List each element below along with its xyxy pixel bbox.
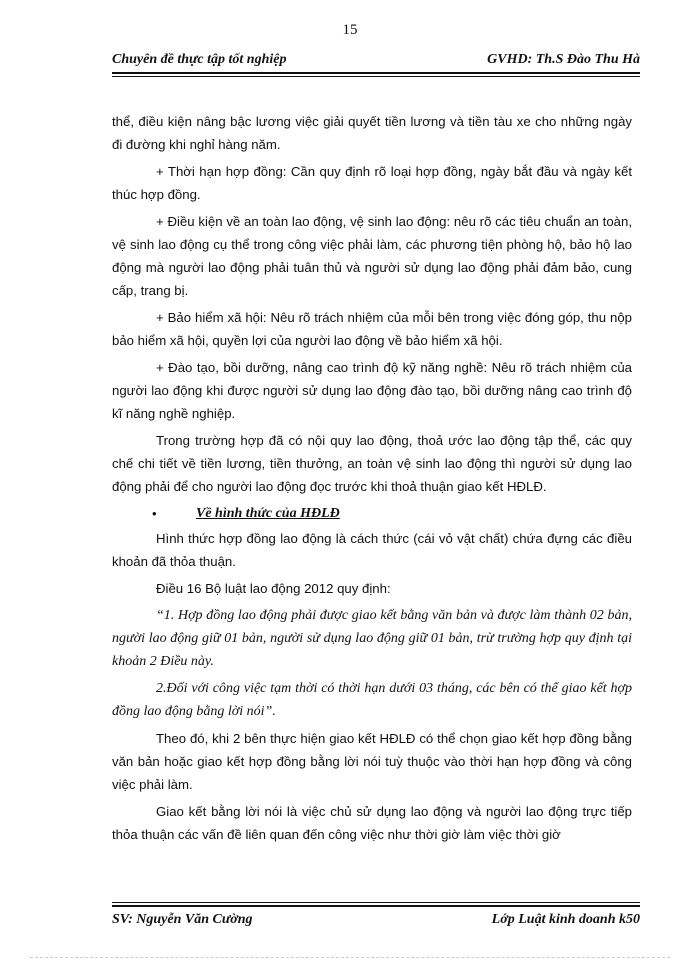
paragraph: Trong trường hợp đã có nội quy lao động, thoả ước lao động tập thể, các quy chế chi tiết về tiền lương, tiền thưởng, an toàn vệ sinh lao động thì người sử dụng lao động phải để cho người lao động đọc trước khi thoả thuận giao kết HĐLĐ. — [112, 433, 632, 494]
page-number: 15 — [342, 22, 358, 38]
paragraph: + Bảo hiểm xã hội: Nêu rõ trách nhiệm của mỗi bên trong việc đóng góp, thu nộp bảo hiểm xã hội, quyền lợi của người lao động về bảo hiểm xã hội. — [112, 310, 632, 348]
paragraph: + Đào tạo, bồi dưỡng, nâng cao trình độ kỹ năng nghề: Nêu rõ trách nhiệm của người lao động khi được người sử dụng lao động đào tạo, bồi dưỡng nâng cao trình độ kĩ năng nghề nghiệp. — [112, 360, 632, 421]
paragraph: + Điều kiện về an toàn lao động, vệ sinh lao động: nêu rõ các tiêu chuẩn an toàn, vệ sinh lao động cụ thể trong công việc phải làm, các phương tiện phòng hộ, bảo hộ lao động mà người lao động phải tuân thủ và người sử dụng lao động phải đảm bảo, cung cấp, trang bị. — [112, 214, 632, 298]
page-footer — [112, 912, 640, 932]
section-bullet — [112, 502, 632, 525]
paragraph: + Thời hạn hợp đồng: Cần quy định rõ loại hợp đồng, ngày bắt đầu và ngày kết thúc hợp đồng. — [112, 164, 632, 202]
quote-paragraph: “1. Hợp đồng lao động phải được giao kết bằng văn bản và được làm thành 02 bản, người lao động giữ 01 bản, người sử dụng lao động giữ 01 bản, trừ trường hợp quy định tại khoản 2 Điều này. — [112, 608, 632, 669]
footer-student: SV: Nguyễn Văn Cường — [112, 912, 253, 927]
paragraph: Giao kết bằng lời nói là việc chủ sử dụng lao động và người lao động trực tiếp thỏa thuận các vấn đề liên quan đến công việc như thời giờ làm việc thời giờ — [112, 804, 632, 842]
page-header — [112, 52, 640, 72]
footer-class: Lớp Luật kinh doanh k50 — [491, 912, 640, 927]
paragraph: Hình thức hợp đồng lao động là cách thức (cái vỏ vật chất) chứa đựng các điều khoản đã thỏa thuận. — [112, 531, 632, 569]
footer-rule-thin — [112, 902, 640, 903]
document-body — [112, 110, 632, 850]
header-advisor: GVHD: Th.S Đào Thu Hà — [487, 52, 640, 67]
header-rule-thick — [112, 72, 640, 74]
footer-rule-thick — [112, 905, 640, 907]
header-title: Chuyên đề thực tập tốt nghiệp — [112, 52, 287, 67]
paragraph: thể, điều kiện nâng bậc lương việc giải quyết tiền lương và tiền tàu xe cho những ngày đi đường khi nghỉ hàng năm. — [112, 114, 632, 152]
paragraph: Theo đó, khi 2 bên thực hiện giao kết HĐLĐ có thể chọn giao kết hợp đồng bằng văn bản hoặc giao kết hợp đồng bằng lời nói tuỳ thuộc vào thời hạn hợp đồng và công việc phải làm. — [112, 731, 632, 792]
paragraph: Điều 16 Bộ luật lao động 2012 quy định: — [156, 581, 391, 596]
page-break-line — [30, 957, 670, 958]
section-heading: Về hình thức của HĐLĐ — [196, 506, 340, 521]
quote-paragraph: 2.Đối với công việc tạm thời có thời hạn dưới 03 tháng, các bên có thể giao kết hợp đồng lao động bằng lời nói”. — [112, 681, 632, 719]
bullet-icon: • — [152, 506, 157, 521]
header-rule-thin — [112, 76, 640, 77]
